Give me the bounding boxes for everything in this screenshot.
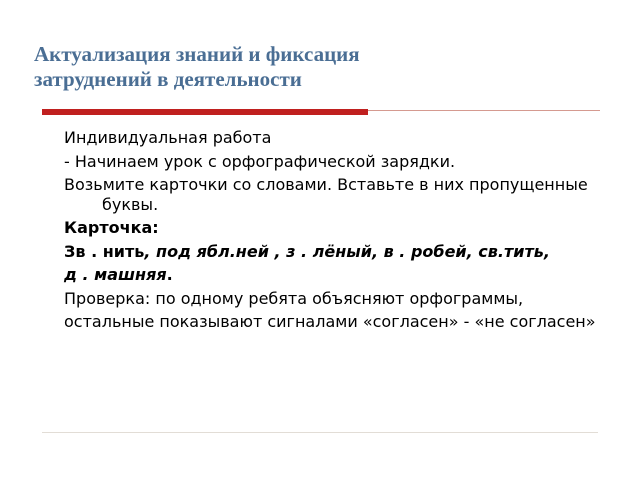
- slide-title: [34, 42, 594, 92]
- paragraph-card-words-last: [64, 265, 604, 285]
- title-line-1: Актуализация знаний и фиксация: [34, 42, 360, 66]
- title-underline-accent: [42, 109, 368, 115]
- title-line-2: затруднений в деятельности: [34, 67, 302, 91]
- card-word-last-period: .: [166, 265, 173, 284]
- paragraph-signals: остальные показывают сигналами «согласен» - «не согласен»: [64, 312, 596, 331]
- title-underline-thin: [368, 110, 600, 111]
- slide-body: [64, 128, 604, 336]
- paragraph-card-heading: Карточка:: [64, 218, 159, 237]
- paragraph-instructions: Возьмите карточки со словами. Вставьте в них пропущенные буквы.: [64, 175, 588, 214]
- paragraph-check: Проверка: по одному ребята объясняют орфограммы,: [64, 288, 524, 308]
- paragraph-individual-work: Индивидуальная работа: [64, 128, 272, 147]
- bottom-divider: [42, 432, 598, 433]
- card-words-rest: , под ябл.ней , з . лёный, в . робей, св.тить,: [144, 241, 550, 261]
- card-word-last: д . машняя: [64, 265, 167, 284]
- paragraph-lesson-start: - Начинаем урок с орфографической зарядки.: [64, 151, 456, 171]
- card-word-first: Зв . нить: [64, 241, 145, 261]
- paragraph-card-words: [64, 242, 604, 262]
